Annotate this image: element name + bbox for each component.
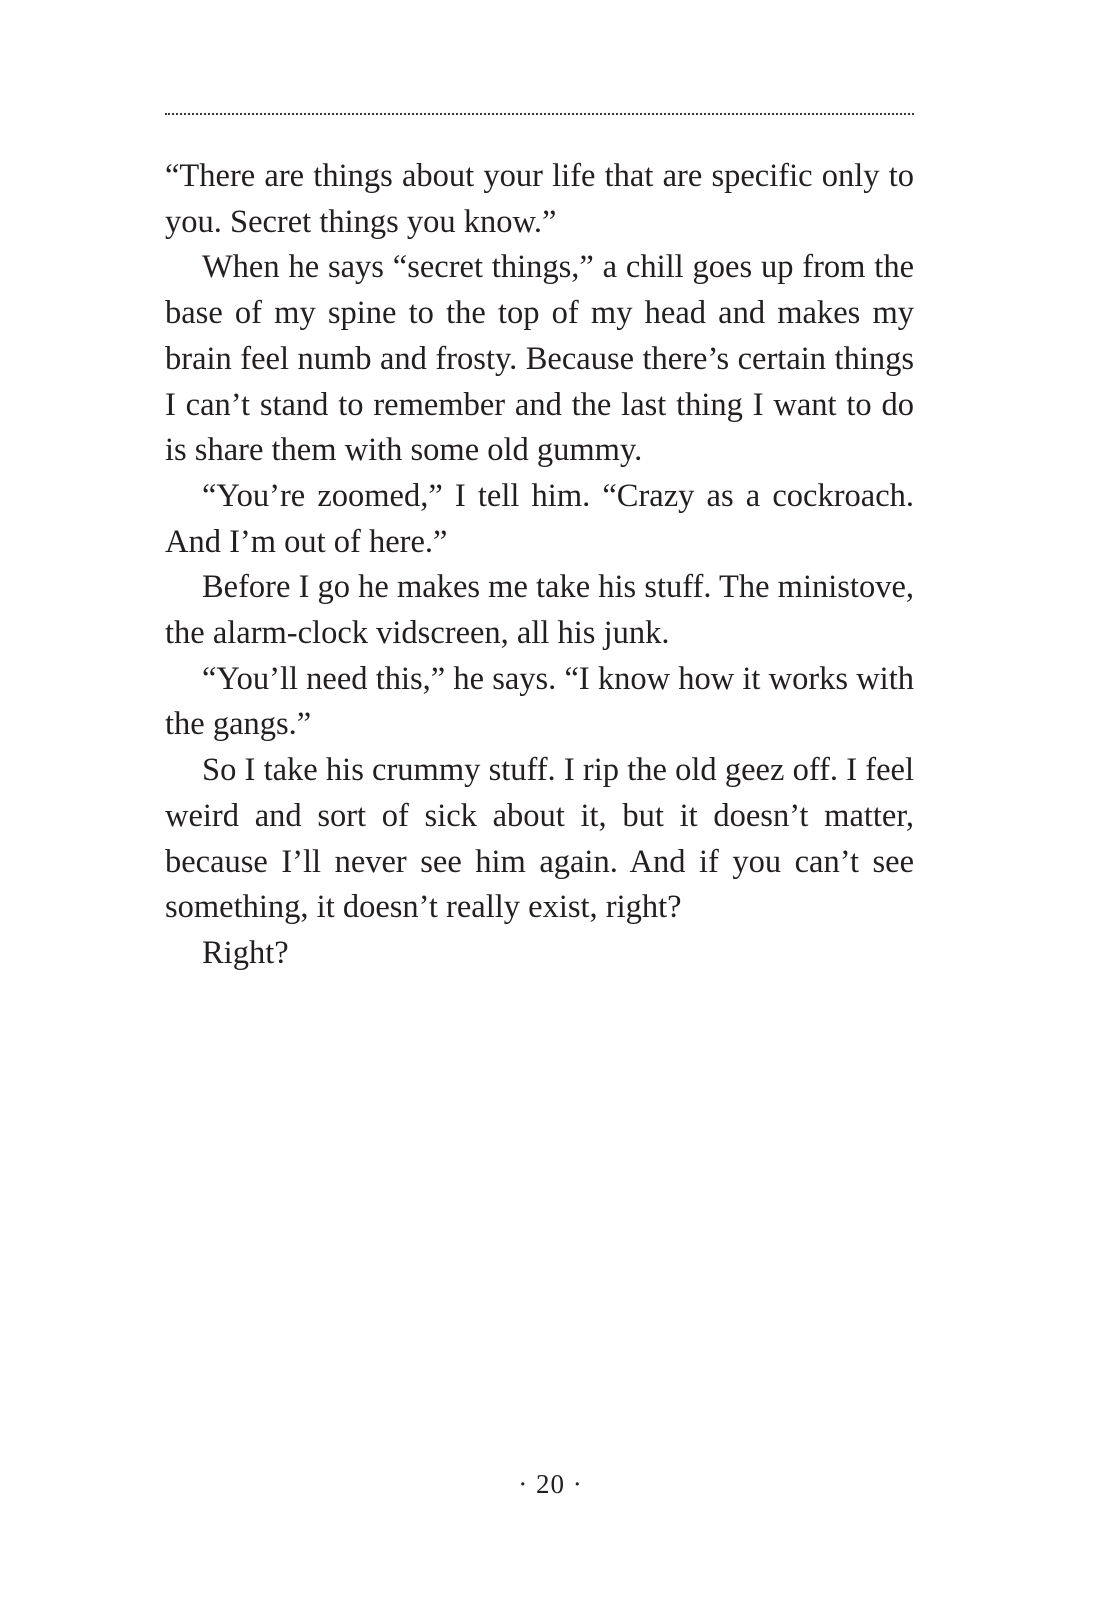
dotted-header-rule bbox=[165, 113, 914, 115]
paragraph: “There are things about your life that are specific only to you. Secret things you know.” bbox=[165, 158, 914, 240]
paragraph: When he says “secret things,” a chill goes up from the base of my spine to the top of my head and makes my brain feel numb and frosty. Because there’s certain things I can’t stand to remember and the last thing I want to do is share them with some old gummy. bbox=[165, 249, 914, 469]
paragraph: “You’re zoomed,” I tell him. “Crazy as a cockroach. And I’m out of here.” bbox=[165, 477, 914, 560]
paragraph: So I take his crummy stuff. I rip the old geez off. I feel weird and sort of sick about it, but it doesn’t matter, because I’ll never see him again. And if you can’t see something, it doesn’t really exist, right? bbox=[165, 752, 914, 926]
body-text bbox=[165, 154, 914, 977]
page-number: · 20 · bbox=[518, 1469, 583, 1499]
paragraph: Right? bbox=[202, 934, 289, 971]
paragraph: Before I go he makes me take his stuff. The ministove, the alarm-clock vidscreen, all his junk. bbox=[165, 569, 914, 652]
paragraph: “You’ll need this,” he says. “I know how it works with the gangs.” bbox=[165, 660, 914, 743]
